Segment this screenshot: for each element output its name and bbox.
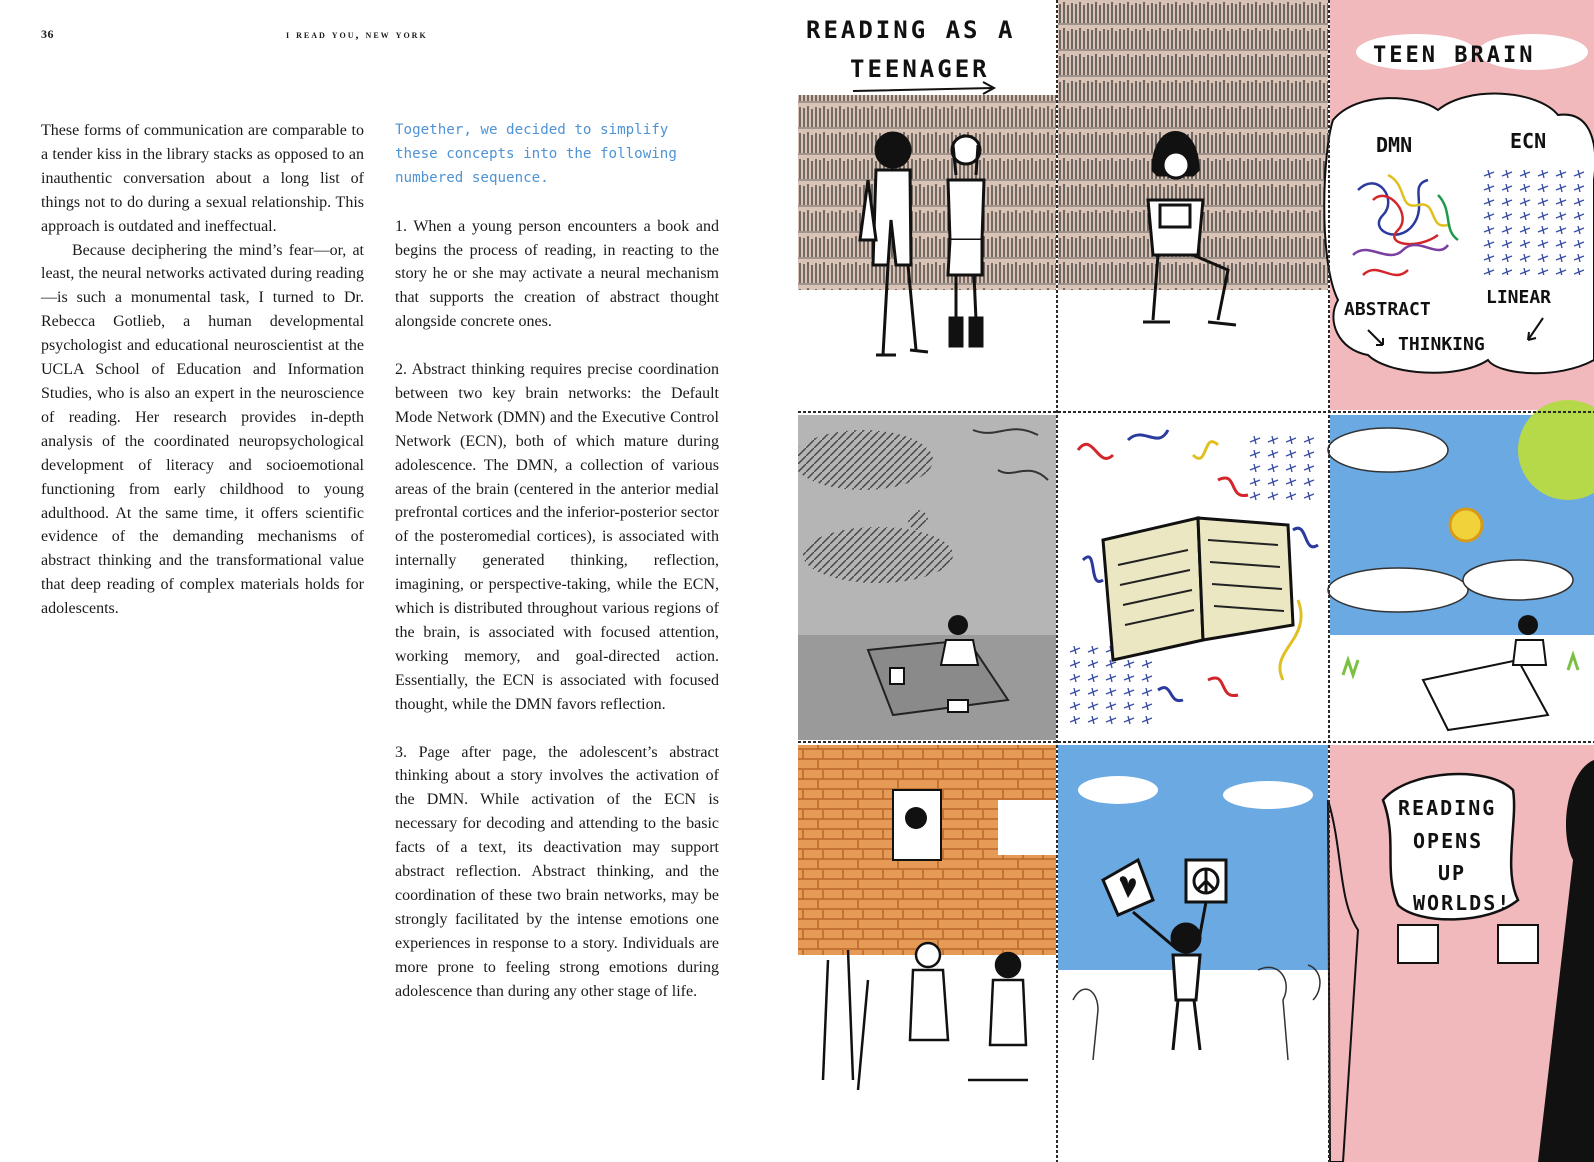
linear-label: LINEAR: [1486, 287, 1552, 308]
panel-park-sun: [1328, 400, 1594, 740]
left-column: [41, 119, 364, 621]
sign-text: UP: [1438, 861, 1467, 885]
panel-library-couple: [798, 0, 1056, 410]
panel-grey-storm: [798, 415, 1056, 740]
panel-reading-sign: [1328, 745, 1594, 1162]
numbered-step: 2. Abstract thinking requires precise coordination between two key brain networks: the Default Mode Network (DMN) and the Executive Control Network (ECN), both of which mature during adolescence. The DMN, a collection of various areas of the brain (centered in the anterior medial prefrontal cortices and the inferior-posterior sector of the posteromedial cortices), is associated with internally generated thinking, reflection, imagining, or perspective-taking, while the ECN, which is distributed throughout various regions of the brain, is associated with focused attention, working memory, and goal-directed action. Essentially, the ECN is associated with focused thought, while the DMN favors reflection.: [395, 361, 719, 713]
panel-caption: READING AS A: [806, 16, 1016, 44]
running-head: i read you, new york: [286, 27, 428, 41]
intro-note: Together, we decided to simplify these concepts into the following numbered sequence.: [395, 122, 677, 186]
panel-teen-brain: [1324, 0, 1594, 410]
dmn-label: DMN: [1376, 133, 1413, 157]
ecn-label: ECN: [1510, 129, 1547, 153]
paragraph: These forms of communication are comparable to a tender kiss in the library stacks as opposed to an inauthentic conversation about a long list of things not to do during a sexual relationship. This approach is outdated and ineffectual.: [41, 122, 364, 235]
numbered-step: 1. When a young person encounters a book and begins the process of reading, in reacting to the story he or she may activate a neural mechanism that supports the creation of abstract thought alongside concrete ones.: [395, 217, 719, 331]
comic-grid-illustration: [798, 0, 1594, 1162]
page-number: 36: [41, 27, 54, 41]
panel-brick-window: [798, 745, 1056, 1162]
panel-title: TEEN BRAIN: [1373, 43, 1536, 68]
abstract-label: ABSTRACT: [1344, 299, 1431, 320]
sign-text: OPENS: [1413, 829, 1484, 853]
panel-open-book: [1058, 415, 1328, 740]
ecn-crosses: [1478, 165, 1588, 275]
illustration-page: [798, 0, 1594, 1162]
panel-protest: [1058, 745, 1328, 1162]
panel-reading-stacks: [1058, 0, 1328, 410]
thinking-label: THINKING: [1398, 334, 1485, 355]
paragraph: Because deciphering the mind’s fear—or, at least, the neural networks activated during reading—is such a monumental task, I turned to Dr. Rebecca Gotlieb, a human developmental psychologist and educational neuroscientist at the UCLA School of Education and Information Studies, who is also an expert in the neuroscience of reading. Her research provides in-depth analysis of the coordinated neuropsychological development of literacy and socioemotional functioning from early childhood to young adulthood. At the same time, it offers scientific evidence of the demanding mechanisms of abstract thinking and the transformational value that deep reading of complex materials holds for adolescents.: [41, 241, 364, 618]
sign-text: WORLDS!: [1413, 891, 1512, 915]
sign-text: READING: [1398, 796, 1497, 820]
right-column: [395, 119, 719, 1003]
numbered-step: 3. Page after page, the adolescent’s abstract thinking about a story involves the activation of the DMN. While activation of the ECN is necessary for decoding and attending to the basic facts of a text, its deactivation may support abstract reflection. Abstract thinking, and the coordination of these two brain networks, may be strongly facilitated by the intense emotions one experiences in response to a story. Individuals are more prone to feeling strong emotions during adolescence than during any other stage of life.: [395, 743, 719, 1000]
panel-caption: TEENAGER: [850, 55, 990, 83]
